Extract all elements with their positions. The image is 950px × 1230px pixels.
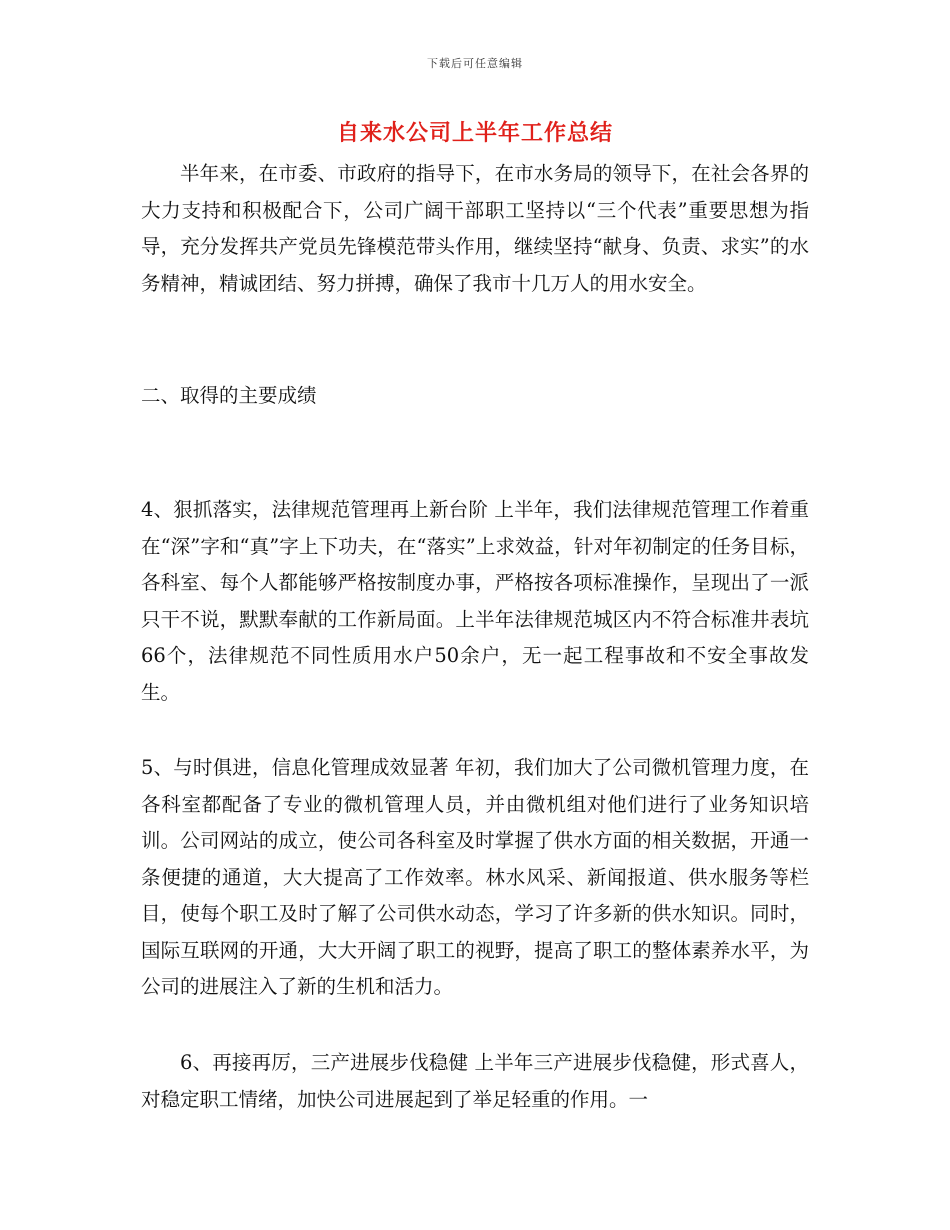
- item-6-paragraph: 6、再接再厉，三产进展步伐稳健 上半年三产进展步伐稳健，形式喜人，对稳定职工情绪，加快公司进展起到了举足轻重的作用。一: [141, 1051, 809, 1111]
- section-heading: 二、取得的主要成绩: [141, 384, 317, 407]
- document-title: 自来水公司上半年工作总结: [336, 120, 613, 146]
- intro-paragraph: 半年来，在市委、市政府的指导下，在市水务局的领导下，在社会各界的大力支持和积极配合下，公司广阔干部职工坚持以“三个代表”重要思想为指导，充分发挥共产党员先锋模范带头作用，继续坚持“献身、负责、求实”的水务精神，精诚团结、努力拼搏，确保了我市十几万人的用水安全。: [141, 162, 809, 295]
- item-5-paragraph: 5、与时俱进，信息化管理成效显著 年初，我们加大了公司微机管理力度，在各科室都配备了专业的微机管理人员，并由微机组对他们进行了业务知识培训。公司网站的成立，使公司各科室及时掌握了供水方面的相关数据，开通一条便捷的通道，大大提高了工作效率。林水风采、新闻报道、供水服务等栏目，使每个职工及时了解了公司供水动态，学习了许多新的供水知识。同时，国际互联网的开通，大大开阔了职工的视野，提高了职工的整体素养水平，为公司的进展注入了新的生机和活力。: [141, 756, 809, 998]
- page-header-note: 下载后可任意编辑: [427, 57, 523, 70]
- item-4-paragraph: 4、狠抓落实，法律规范管理再上新台阶 上半年，我们法律规范管理工作着重在“深”字和“真”字上下功夫，在“落实”上求效益，针对年初制定的任务目标，各科室、每个人都能够严格按制度办事，严格按各项标准操作，呈现出了一派只干不说，默默奉献的工作新局面。上半年法律规范城区内不符合标准井表坑66个，法律规范不同性质用水户50余户，无一起工程事故和不安全事故发生。: [141, 498, 809, 704]
